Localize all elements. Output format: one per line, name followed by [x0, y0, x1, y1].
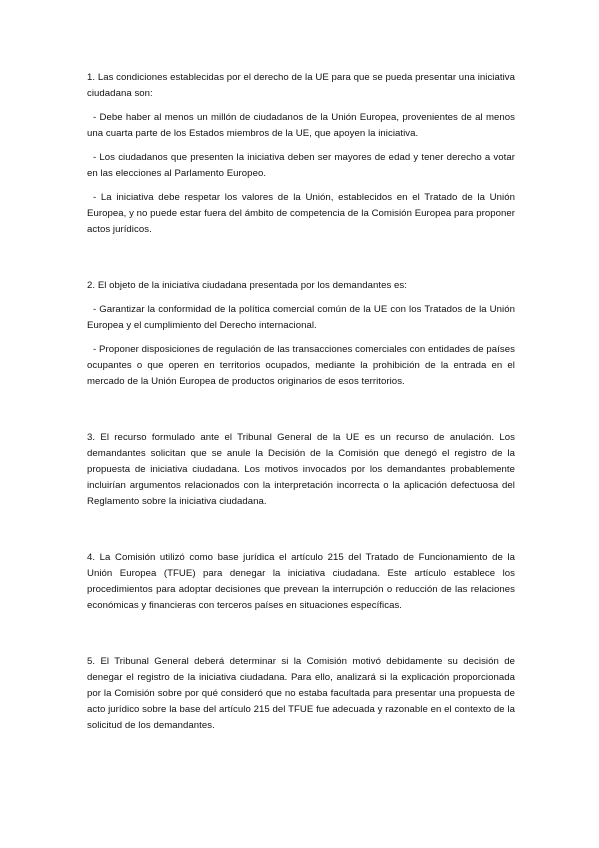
section-2-intro: 2. El objeto de la iniciativa ciudadana presentada por los demandantes es:: [87, 280, 407, 291]
section-2-bullet-2: - Proponer disposiciones de regulación de las transacciones comerciales con entidades de países ocupantes o que operen en territorios ocupados, mediante la prohibición de la entrada en el mercado de la Unión Europea de productos originarios de esos territorios.: [87, 344, 515, 387]
section-1-bullet-3: - La iniciativa debe respetar los valores de la Unión, establecidos en el Tratado de la Unión Europea, y no puede estar fuera del ámbito de competencia de la Comisión Europea para proponer actos jurídicos.: [87, 192, 515, 235]
section-2-bullet-1: - Garantizar la conformidad de la política comercial común de la UE con los Tratados de la Unión Europea y el cumplimiento del Derecho internacional.: [87, 304, 515, 331]
document-body: [87, 70, 515, 734]
section-5-paragraph: 5. El Tribunal General deberá determinar si la Comisión motivó debidamente su decisión de denegar el registro de la iniciativa ciudadana. Para ello, analizará si la explicación proporcionada por la Comisión sobre por qué consideró que no estaba facultada para presentar una propuesta de acto jurídico sobre la base del artículo 215 del TFUE fue adecuada y razonable en el contexto de la solicitud de los demandantes.: [87, 656, 515, 731]
section-1-intro: 1. Las condiciones establecidas por el derecho de la UE para que se pueda presentar una iniciativa ciudadana son:: [87, 72, 515, 99]
section-1-bullet-1: - Debe haber al menos un millón de ciudadanos de la Unión Europea, provenientes de al menos una cuarta parte de los Estados miembros de la UE, que apoyen la iniciativa.: [87, 112, 515, 139]
section-4-paragraph: 4. La Comisión utilizó como base jurídica el artículo 215 del Tratado de Funcionamiento de la Unión Europea (TFUE) para denegar la iniciativa ciudadana. Este artículo establece los procedimientos para adoptar decisiones que prevean la interrupción o reducción de las relaciones económicas y financieras con terceros países en situaciones específicas.: [87, 552, 515, 611]
section-3-paragraph: 3. El recurso formulado ante el Tribunal General de la UE es un recurso de anulación. Los demandantes solicitan que se anule la Decisión de la Comisión que denegó el registro de la propuesta de iniciativa ciudadana. Los motivos invocados por los demandantes probablemente incluirían argumentos relacionados con la interpretación incorrecta o la aplicación defectuosa del Reglamento sobre la iniciativa ciudadana.: [87, 432, 515, 507]
section-1-bullet-2: - Los ciudadanos que presenten la iniciativa deben ser mayores de edad y tener derecho a votar en las elecciones al Parlamento Europeo.: [87, 152, 515, 179]
